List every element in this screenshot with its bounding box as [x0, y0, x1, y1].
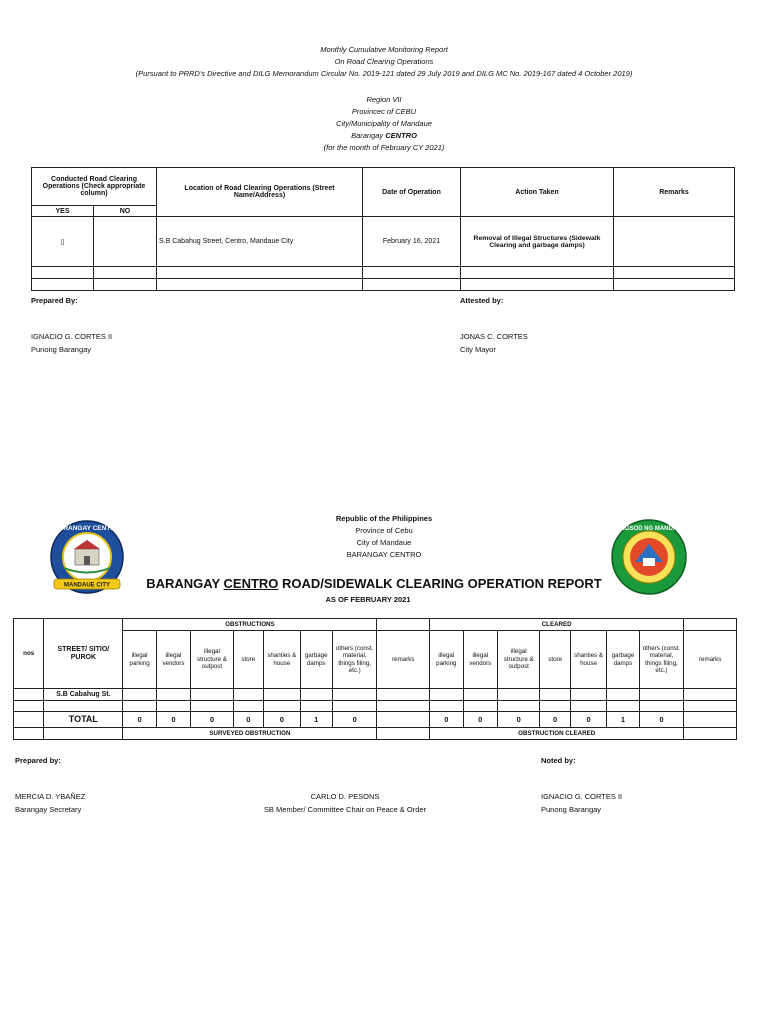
total-obs-cell: 0 — [264, 712, 300, 728]
total-obs-cell: 0 — [156, 712, 190, 728]
title-prefix: BARANGAY — [146, 576, 224, 591]
col-street: STREET/ SITIO/ PUROK — [44, 619, 123, 689]
obstructions-group-header: OBSTRUCTIONS — [123, 619, 377, 631]
total-clr-cell: 0 — [639, 712, 684, 728]
total-clr-cell: 0 — [497, 712, 540, 728]
col-no-header: NO — [94, 206, 157, 217]
action-cell: Removal of Illegal Structures (Sidewalk Clearing and garbage damps) — [461, 217, 614, 267]
total-obs-cell: 0 — [123, 712, 156, 728]
sig3-title: Punong Barangay — [541, 805, 602, 814]
clearing-operations-table — [31, 167, 735, 291]
table-row-empty — [32, 267, 735, 279]
obs-col-header: garbage damps — [300, 631, 332, 689]
svg-text:LUNGSOD NG MANDAUE: LUNGSOD NG MANDAUE — [612, 526, 686, 532]
col-action-header: Action Taken — [461, 168, 614, 217]
report-title: Monthly Cumulative Monitoring Report — [320, 45, 448, 54]
obs-col-header: store — [233, 631, 263, 689]
street-cell: S.B Cabahug St. — [44, 689, 123, 701]
title-barangay: CENTRO — [223, 576, 279, 591]
republic-line: Republic of the Philippines — [335, 514, 433, 523]
region-line: Region VII — [366, 95, 402, 104]
col-nos: nos — [14, 619, 44, 689]
col-conducted-header: Conducted Road Clearing Operations (Check appropriate column) — [32, 168, 157, 206]
table-row — [14, 689, 737, 701]
total-row — [14, 712, 737, 728]
col-date-header: Date of Operation — [363, 168, 461, 217]
total-clr-cell: 0 — [570, 712, 606, 728]
table-row-empty — [14, 701, 737, 712]
attested-name: JONAS C. CORTES — [460, 332, 528, 341]
obs-col-header: illegal parking — [123, 631, 156, 689]
period-line: (for the month of February CY 2021) — [323, 143, 445, 152]
obs-col-header: illegal vendors — [156, 631, 190, 689]
barangay-line — [0, 130, 768, 142]
prepared-title: Punong Barangay — [31, 345, 92, 354]
noted-by-label: Noted by: — [541, 756, 576, 765]
prepared-name: IGNACIO G. CORTES II — [31, 332, 113, 341]
no-cell — [94, 217, 157, 267]
total-clr-cell — [684, 712, 737, 728]
col-remarks-header: Remarks — [614, 168, 735, 217]
city-line: City/Municipality of Mandaue — [336, 119, 432, 128]
obs-col-header: others (const. material, things filing, etc.) — [332, 631, 377, 689]
report-subtitle: On Road Clearing Operations — [334, 57, 434, 66]
cleared-group-header: CLEARED — [430, 619, 684, 631]
barangay-name: CENTRO — [385, 131, 417, 140]
attested-by-label: Attested by: — [460, 296, 504, 305]
sig2-title: SB Member/ Committee Chair on Peace & Order — [263, 805, 427, 814]
location-cell: S.B Cabahug Street, Centro, Mandaue City — [157, 217, 363, 267]
sig1-title: Barangay Secretary — [15, 805, 82, 814]
total-obs-cell: 0 — [233, 712, 263, 728]
date-cell: February 16, 2021 — [363, 217, 461, 267]
barangay-line-2: BARANGAY CENTRO — [346, 550, 422, 559]
total-obs-cell — [377, 712, 430, 728]
clr-col-header: garbage damps — [607, 631, 639, 689]
as-of-subtitle: AS OF FEBRUARY 2021 — [325, 595, 411, 604]
svg-text:MANDAUE CITY: MANDAUE CITY — [64, 582, 110, 589]
clr-col-header: others (const. material, things filing, etc.) — [639, 631, 684, 689]
obstruction-table — [13, 618, 737, 740]
attested-title: City Mayor — [460, 345, 496, 354]
operation-report-title — [0, 575, 748, 592]
surveyed-obstruction-label: SURVEYED OBSTRUCTION — [123, 728, 377, 740]
yes-cell: ▯ — [32, 217, 94, 267]
total-clr-cell: 0 — [463, 712, 497, 728]
sig3-name: IGNACIO G. CORTES II — [541, 792, 623, 801]
total-obs-cell: 0 — [332, 712, 377, 728]
sig1-name: MERCIA D. YBAÑEZ — [15, 792, 86, 801]
total-obs-cell: 0 — [191, 712, 234, 728]
sig2-name: CARLO D. PESONS — [310, 792, 380, 801]
clr-col-header: illegal parking — [430, 631, 463, 689]
table-row — [32, 217, 735, 267]
report-authority-note: (Pursuant to PRRD's Directive and DILG Memorandum Circular No. 2019-121 dated 29 July 2019 and DILG MC No. 2019-167 dated 4 October 2019) — [135, 69, 633, 78]
col-yes-header: YES — [32, 206, 94, 217]
province-line-2: Province of Cebu — [355, 526, 413, 535]
obs-col-header: remarks — [377, 631, 430, 689]
total-clr-cell: 0 — [430, 712, 463, 728]
total-label: TOTAL — [44, 712, 123, 728]
obstruction-cleared-label: OBSTRUCTION CLEARED — [430, 728, 684, 740]
clr-col-header: illegal structure & outpost — [497, 631, 540, 689]
prepared-by-label-2: Prepared by: — [15, 756, 61, 765]
total-clr-cell: 1 — [607, 712, 639, 728]
remarks-cell — [614, 217, 735, 267]
barangay-prefix: Barangay — [351, 131, 386, 140]
city-line-2: City of Mandaue — [356, 538, 412, 547]
clr-col-header: remarks — [684, 631, 737, 689]
total-obs-cell: 1 — [300, 712, 332, 728]
clr-col-header: illegal vendors — [463, 631, 497, 689]
obs-col-header: illegal structure & outpost — [191, 631, 234, 689]
title-suffix: ROAD/SIDEWALK CLEARING OPERATION REPORT — [278, 576, 602, 591]
clr-col-header: shanties & house — [570, 631, 606, 689]
clr-col-header: store — [540, 631, 570, 689]
total-clr-cell: 0 — [540, 712, 570, 728]
obs-col-header: shanties & house — [264, 631, 300, 689]
table-row-empty — [32, 279, 735, 291]
prepared-by-label: Prepared By: — [31, 296, 78, 305]
col-location-header: Location of Road Clearing Operations (Street Name/Address) — [157, 168, 363, 217]
svg-text:BARANGAY CENTRO: BARANGAY CENTRO — [53, 525, 121, 532]
province-line: Provincec of CEBU — [351, 107, 417, 116]
